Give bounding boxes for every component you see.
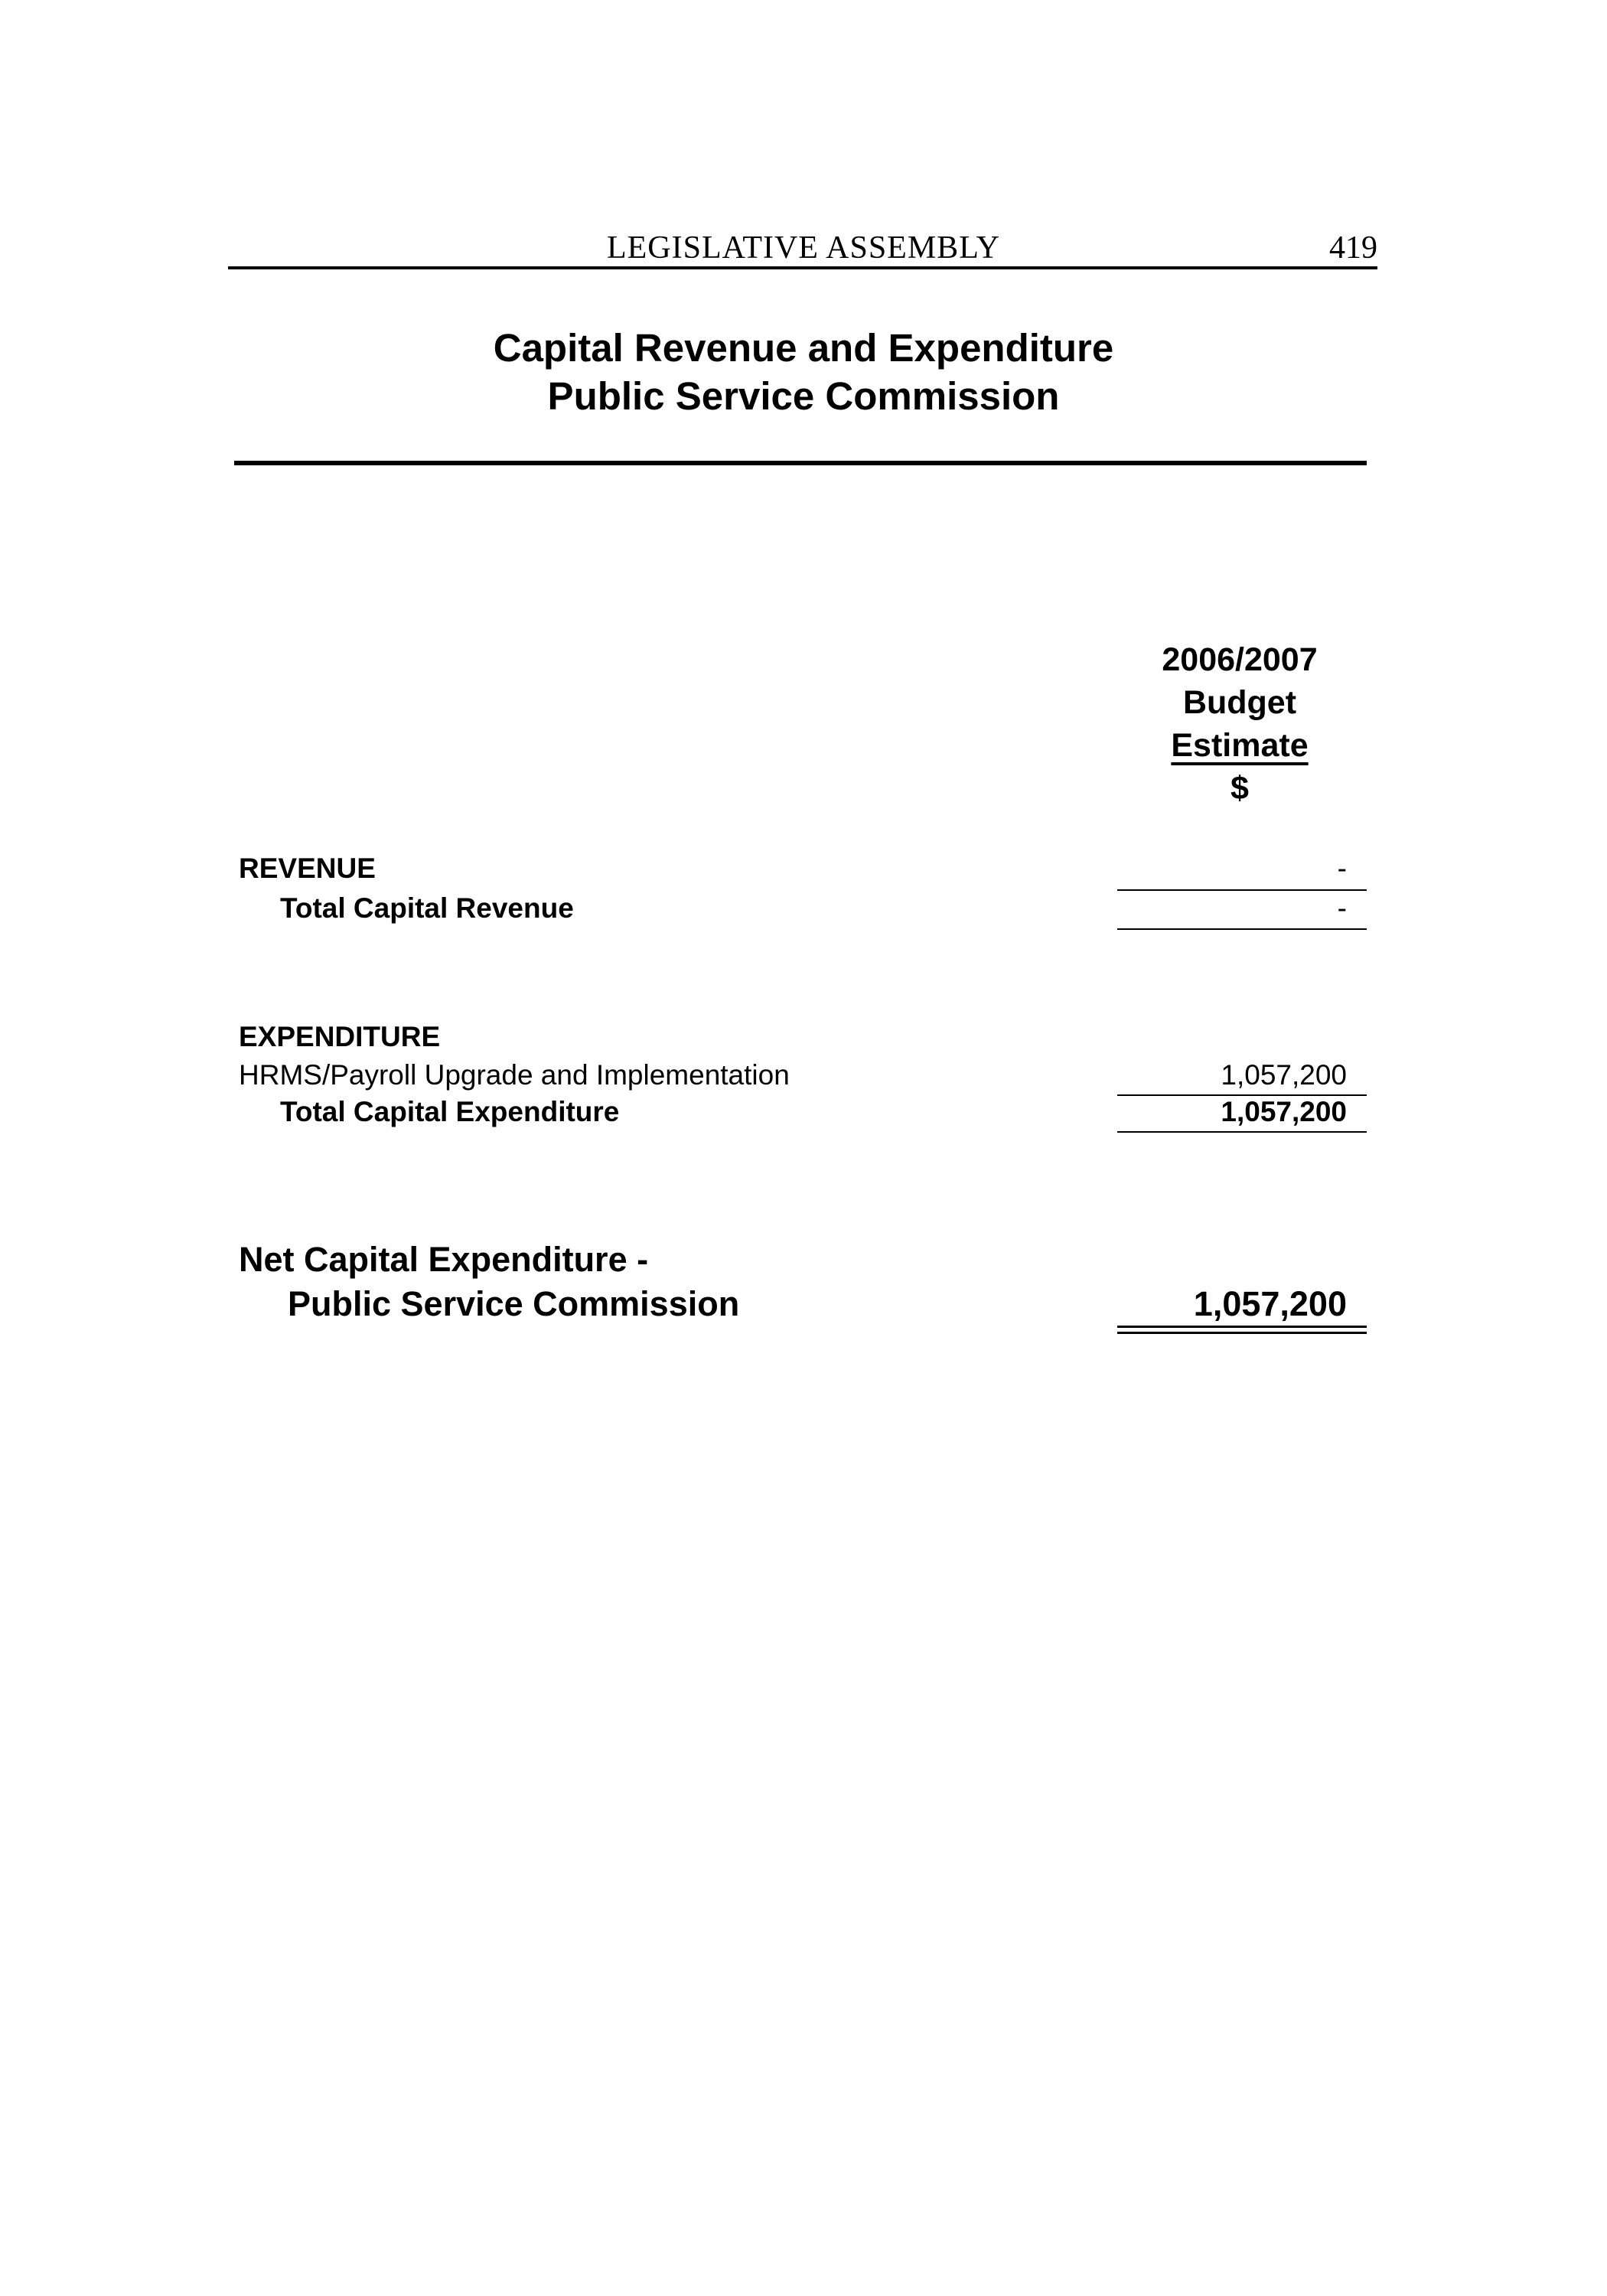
- net-double-rule-top: [1117, 1326, 1367, 1328]
- column-header-budget: Budget: [1182, 684, 1297, 721]
- revenue-heading-value: -: [1337, 853, 1347, 884]
- total-capital-revenue-label: Total Capital Revenue: [280, 892, 574, 924]
- running-header-title: LEGISLATIVE ASSEMBLY: [607, 230, 1000, 266]
- net-capital-expenditure-label-line1: Net Capital Expenditure -: [239, 1240, 649, 1279]
- net-capital-expenditure-value: 1,057,200: [1193, 1284, 1347, 1323]
- page-title-line1: Capital Revenue and Expenditure: [493, 326, 1114, 370]
- column-header-estimate: Estimate: [1171, 727, 1309, 764]
- net-capital-expenditure-label-line2: Public Service Commission: [288, 1284, 740, 1323]
- page-title-line2: Public Service Commission: [547, 374, 1060, 418]
- page-number: 419: [1329, 230, 1377, 266]
- revenue-rule: [1117, 889, 1367, 891]
- expenditure-item-label: HRMS/Payroll Upgrade and Implementation: [239, 1059, 790, 1091]
- total-capital-expenditure-value: 1,057,200: [1221, 1096, 1347, 1127]
- total-capital-revenue-value: -: [1337, 892, 1347, 924]
- total-revenue-rule: [1117, 928, 1367, 930]
- expenditure-item-value: 1,057,200: [1221, 1059, 1347, 1091]
- title-divider: [234, 461, 1367, 465]
- total-capital-expenditure-label: Total Capital Expenditure: [280, 1096, 620, 1127]
- header-rule: [228, 266, 1377, 269]
- expenditure-heading: EXPENDITURE: [239, 1021, 441, 1052]
- revenue-heading: REVENUE: [239, 853, 376, 884]
- total-expenditure-rule: [1117, 1131, 1367, 1133]
- net-double-rule-bottom: [1117, 1332, 1367, 1334]
- column-header-year: 2006/2007: [1162, 641, 1318, 678]
- column-header-currency: $: [1231, 770, 1249, 807]
